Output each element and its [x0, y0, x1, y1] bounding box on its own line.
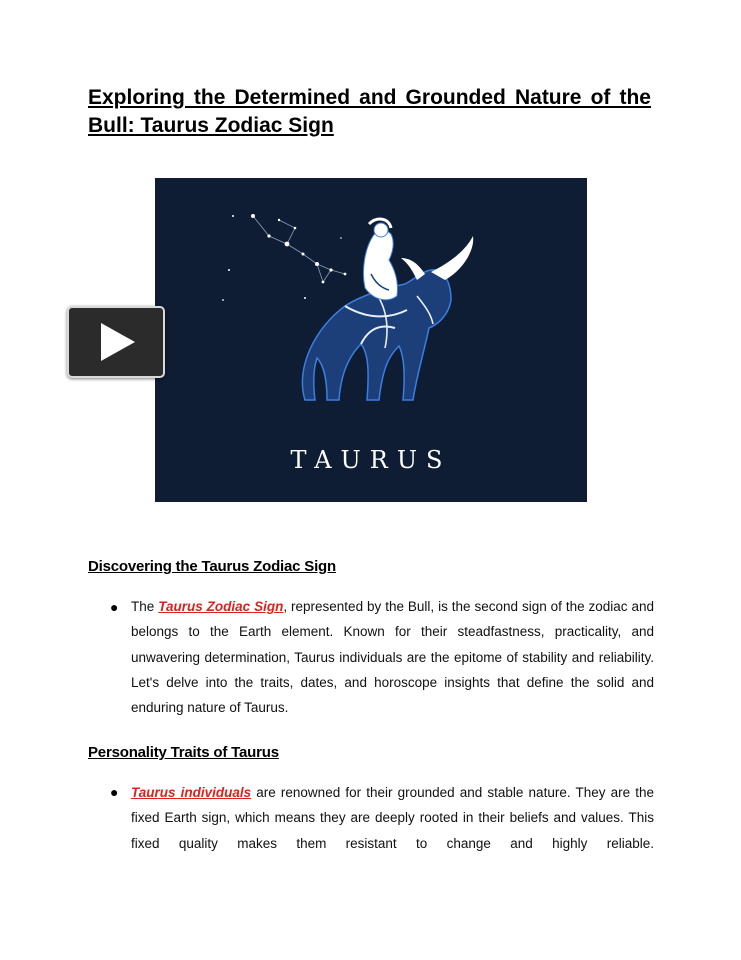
paragraph-prefix: The	[131, 599, 159, 614]
page-title: Exploring the Determined and Grounded Nature of the Bull: Taurus Zodiac Sign	[88, 86, 651, 137]
paragraph-personality	[131, 780, 654, 851]
taurus-illustration	[155, 178, 587, 502]
bullet-marker: ●	[110, 599, 119, 615]
taurus-image-caption: TAURUS	[290, 446, 452, 474]
paragraph-discovering	[131, 594, 654, 720]
paragraph-body: are renowned for their grounded and stable nature. They are the fixed Earth sign, which means they are deeply rooted in their beliefs and values. This fixed quality makes them resistant to change and highly reliable.	[131, 785, 654, 851]
video-play-button[interactable]	[67, 306, 165, 378]
taurus-zodiac-sign-link[interactable]: Taurus Zodiac Sign	[158, 599, 284, 614]
bullet-marker: ●	[110, 784, 119, 800]
section-heading-personality: Personality Traits of Taurus	[88, 744, 279, 761]
paragraph-body: , represented by the Bull, is the second sign of the zodiac and belongs to the Earth element. Known for their steadfastness, practicality, and unwavering determination, Taurus individuals are the epitome of stability and reliability. Let's delve into the traits, dates, and horoscope insights that define the solid and enduring nature of Taurus.	[131, 599, 655, 716]
section-heading-discovering: Discovering the Taurus Zodiac Sign	[88, 558, 336, 575]
play-icon	[101, 323, 135, 361]
taurus-individuals-link[interactable]: Taurus individuals	[131, 785, 252, 800]
